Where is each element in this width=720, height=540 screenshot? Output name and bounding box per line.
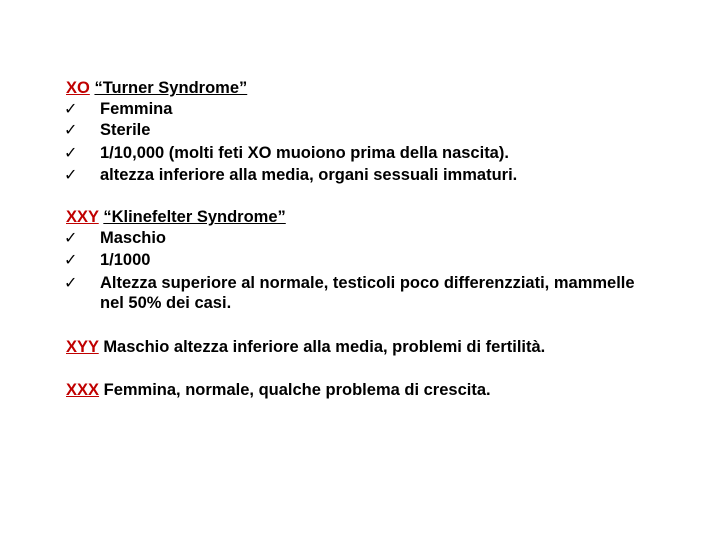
xxx-code: XXX — [66, 381, 100, 399]
xxy-item-2: 1/1000 — [100, 251, 151, 269]
xyy-text: Maschio altezza inferiore alla media, problemi di fertilità. — [103, 338, 546, 356]
xxx-text: Femmina, normale, qualche problema di crescita. — [103, 381, 491, 399]
xxy-item-1: Maschio — [100, 229, 167, 247]
xo-item-3: 1/10,000 (molti feti XO muoiono prima della nascita). — [100, 144, 509, 162]
check-icon: ✓ — [64, 250, 78, 269]
xxy-item-3: Altezza superiore al normale, testicoli poco differenzziati, mammelle — [100, 274, 635, 292]
check-icon: ✓ — [64, 273, 78, 292]
check-icon: ✓ — [64, 165, 78, 184]
xo-item-1: Femmina — [100, 100, 173, 118]
xo-item-4: altezza inferiore alla media, organi sessuali immaturi. — [100, 166, 518, 184]
xxy-heading — [66, 207, 286, 227]
xyy-code: XYY — [66, 338, 99, 356]
xxy-item-3-cont: nel 50% dei casi. — [100, 294, 232, 312]
check-icon: ✓ — [64, 143, 78, 162]
xo-heading — [66, 78, 247, 98]
xo-title: “Turner Syndrome” — [94, 79, 248, 97]
xyy-line — [66, 337, 545, 357]
xxx-line — [66, 380, 491, 400]
check-icon: ✓ — [64, 99, 78, 118]
xxy-title: “Klinefelter Syndrome” — [103, 208, 286, 226]
xo-code: XO — [66, 79, 90, 97]
check-icon: ✓ — [64, 120, 78, 139]
check-icon: ✓ — [64, 228, 78, 247]
xxy-code: XXY — [66, 208, 99, 226]
xo-item-2: Sterile — [100, 121, 151, 139]
